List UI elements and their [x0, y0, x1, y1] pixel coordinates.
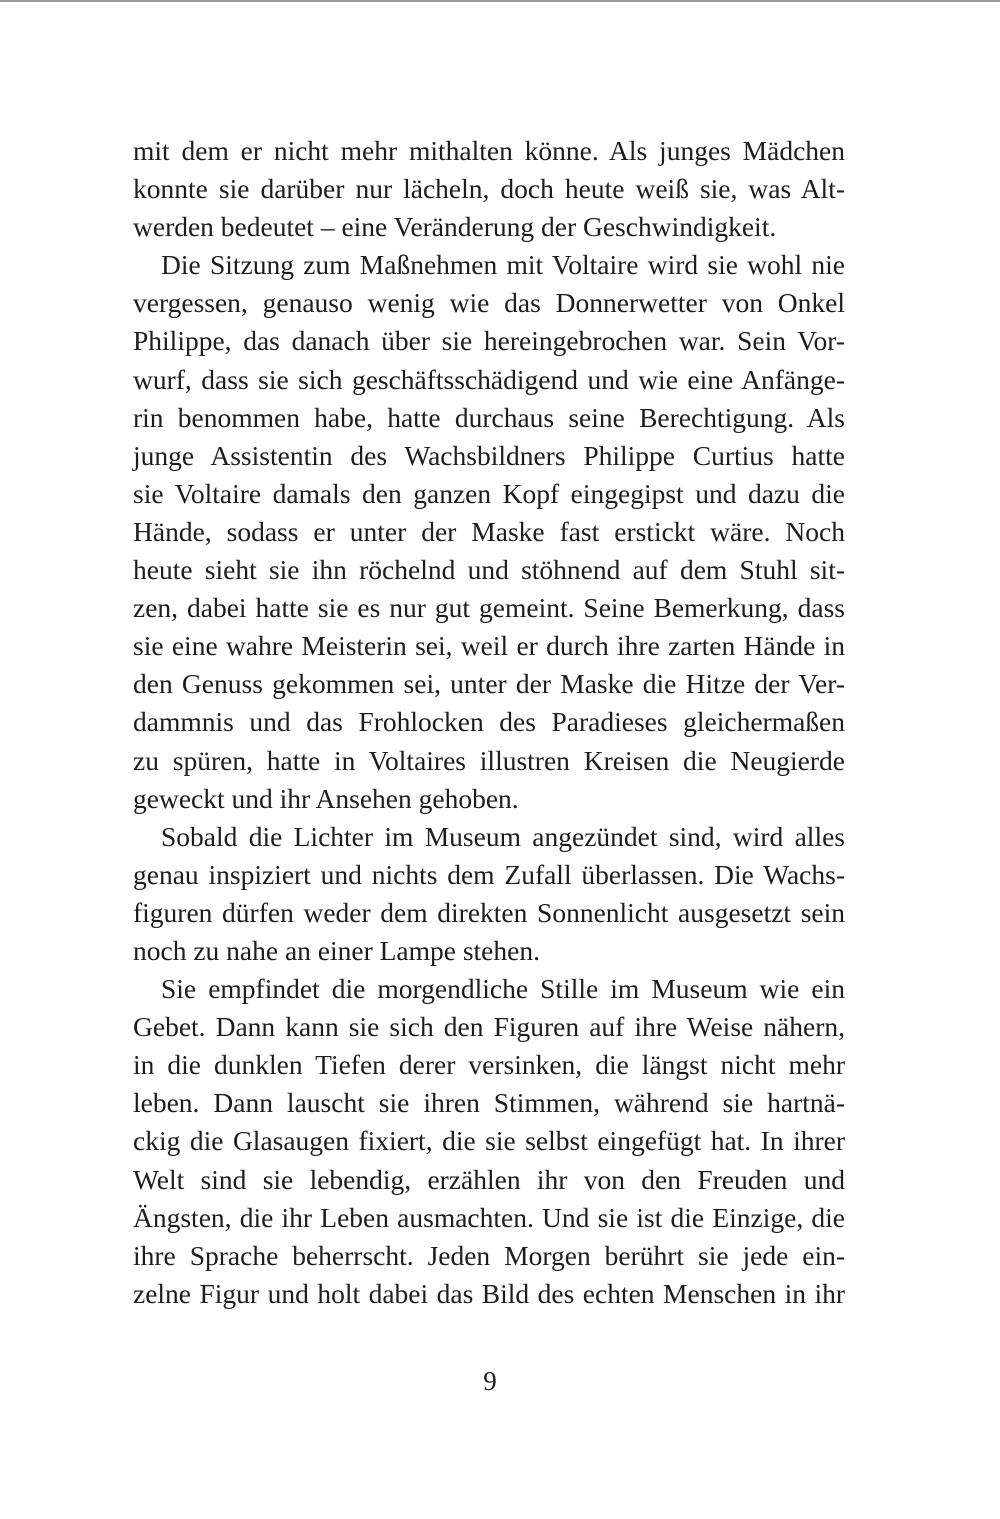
paragraph: [133, 132, 845, 246]
text-line: heute sieht sie ihn röchelnd und stöhnend auf dem Stuhl sit-: [133, 554, 845, 586]
text-line: figuren dürfen weder dem direkten Sonnenlicht ausgesetzt sein: [133, 896, 845, 928]
text-line: ihre Sprache beherrscht. Jeden Morgen berührt sie jede ein-: [133, 1239, 845, 1271]
text-line: zu spüren, hatte in Voltaires illustren Kreisen die Neugierde: [133, 744, 845, 776]
text-line: Ängsten, die ihr Leben ausmachten. Und sie ist die Einzige, die: [133, 1201, 845, 1233]
text-line: ckig die Glasaugen fixiert, die sie selbst eingefügt hat. In ihrer: [133, 1125, 845, 1157]
text-line: genau inspiziert und nichts dem Zufall überlassen. Die Wachs-: [133, 858, 845, 890]
text-line: den Genuss gekommen sei, unter der Maske die Hitze der Ver-: [133, 668, 845, 700]
text-line: vergessen, genauso wenig wie das Donnerwetter von Onkel: [133, 287, 845, 319]
text-line: Gebet. Dann kann sie sich den Figuren auf ihre Weise nähern,: [133, 1011, 845, 1043]
text-line: Sie empfindet die morgendliche Stille im Museum wie ein: [161, 973, 845, 1005]
paragraph: [133, 818, 845, 970]
text-line: rin benommen habe, hatte durchaus seine Berechtigung. Als: [133, 401, 845, 433]
text-line: mit dem er nicht mehr mithalten könne. Als junges Mädchen: [133, 135, 845, 166]
paragraph: [133, 246, 845, 817]
text-line: sie Voltaire damals den ganzen Kopf eingegipst und dazu die: [133, 477, 845, 509]
top-border-line: [0, 0, 1000, 2]
body-text: [133, 132, 845, 1313]
text-line: konnte sie darüber nur lächeln, doch heute weiß sie, was Alt-: [133, 173, 845, 205]
text-line: zen, dabei hatte sie es nur gut gemeint. Seine Bemerkung, dass: [133, 592, 845, 624]
text-line: Welt sind sie lebendig, erzählen ihr von den Freuden und: [133, 1163, 845, 1195]
text-line: Die Sitzung zum Maßnehmen mit Voltaire wird sie wohl nie: [161, 249, 845, 281]
text-line: Philippe, das danach über sie hereingebrochen war. Sein Vor-: [133, 325, 845, 357]
page-number: 9: [483, 1366, 497, 1396]
text-line: dammnis und das Frohlocken des Paradieses gleichermaßen: [133, 706, 845, 738]
text-line: Sobald die Lichter im Museum angezündet sind, wird alles: [161, 820, 845, 852]
text-line: Hände, sodass er unter der Maske fast erstickt wäre. Noch: [133, 515, 845, 547]
text-line: werden bedeutet – eine Veränderung der Geschwindigkeit.: [133, 211, 777, 243]
text-line: sie eine wahre Meisterin sei, weil er durch ihre zarten Hände in: [133, 630, 845, 662]
text-line: junge Assistentin des Wachsbildners Philippe Curtius hatte: [133, 439, 845, 471]
text-line: leben. Dann lauscht sie ihren Stimmen, während sie hartnä-: [133, 1087, 845, 1119]
paragraph: [133, 970, 845, 1313]
text-line: geweckt und ihr Ansehen gehoben.: [133, 782, 519, 814]
text-line: in die dunklen Tiefen derer versinken, die längst nicht mehr: [133, 1049, 845, 1081]
text-line: noch zu nahe an einer Lampe stehen.: [133, 934, 540, 966]
text-line: zelne Figur und holt dabei das Bild des echten Menschen in ihr: [133, 1277, 845, 1309]
text-line: wurf, dass sie sich geschäftsschädigend und wie eine Anfänge-: [133, 363, 845, 395]
